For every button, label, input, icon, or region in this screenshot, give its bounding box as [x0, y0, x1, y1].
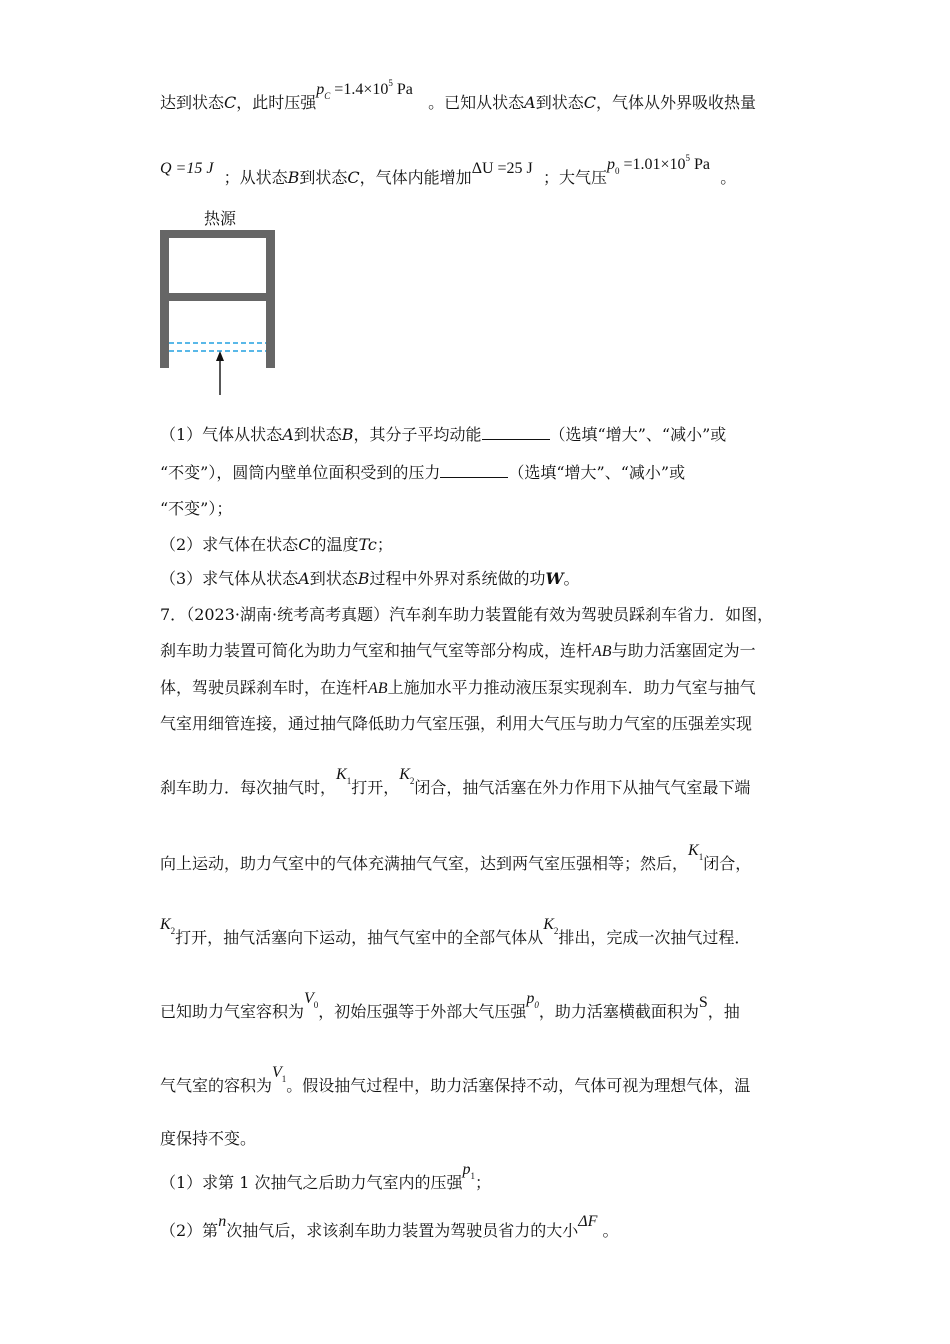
text: 1: [281, 1074, 287, 1084]
heat-arrow-head: [216, 351, 224, 361]
text: ，抽: [707, 1002, 740, 1021]
text: ；大气压: [542, 168, 607, 187]
text: B: [341, 425, 354, 444]
text: 到状态: [293, 425, 342, 444]
text: K: [399, 766, 410, 783]
text: 。: [720, 168, 737, 187]
formula-pc: [316, 78, 413, 101]
text: 到状态: [299, 168, 348, 187]
text: 排出，完成一次抽气过程．: [558, 928, 751, 947]
question-7-heading: [160, 602, 773, 625]
text: ；: [475, 1173, 492, 1192]
text-line: [160, 916, 751, 948]
text: AB: [368, 680, 388, 697]
formula-k2: [543, 916, 559, 936]
figure-label: 热源: [204, 209, 237, 228]
cylinder-left-wall: [160, 230, 169, 368]
formula-k1: [688, 842, 704, 862]
text-line: [160, 422, 726, 445]
formula-du: ΔU =25 J: [471, 160, 533, 177]
text: 闭合，: [703, 854, 752, 873]
text: 气室用细管连接，通过抽气降低助力气室压强，利用大气压与助力气室的压强差实现: [160, 714, 753, 733]
text-line: [160, 1161, 492, 1193]
text: ；: [376, 535, 393, 554]
text: ，此时压强: [236, 93, 317, 112]
text: 0: [534, 1000, 539, 1010]
text-line: [160, 532, 393, 555]
text: 0: [614, 166, 620, 176]
text: 刹车助力．每次抽气时，: [160, 778, 337, 797]
text: C: [324, 91, 331, 101]
text: “不变”），圆筒内壁单位面积受到的压力: [160, 463, 441, 482]
text: 打开，: [351, 778, 400, 797]
text: C: [583, 93, 596, 112]
text: K: [160, 916, 171, 933]
text: （1）求第 1 次抽气之后助力气室内的压强: [160, 1173, 463, 1192]
formula-k1: [336, 766, 352, 786]
text: 。假设抽气过程中，助力活塞保持不动，气体可视为理想气体，温: [286, 1076, 751, 1095]
text: 达到状态: [160, 93, 225, 112]
text: 次抽气后，求该刹车助力装置为驾驶员省力的大小: [226, 1221, 579, 1240]
text: p: [606, 156, 615, 173]
text: （2）第: [160, 1221, 219, 1240]
text: 到状态: [309, 569, 358, 588]
formula-p0: [526, 990, 539, 1010]
text: （选填“增大”、“减小”或: [549, 425, 727, 444]
text: 1: [470, 1171, 476, 1181]
text-line: [160, 766, 751, 798]
text: A: [298, 569, 310, 588]
text: V: [304, 990, 314, 1007]
text: p: [462, 1161, 471, 1178]
cylinder-right-wall: [266, 230, 275, 368]
text: 2: [553, 926, 559, 936]
text: ，助力活塞横截面积为: [538, 1002, 699, 1021]
formula-p0: [606, 153, 711, 176]
text: Pa: [392, 81, 413, 98]
text: A: [524, 93, 536, 112]
text: Tc: [358, 535, 377, 554]
text-line: [160, 990, 740, 1022]
text: 体，驾驶员踩刹车时，在连杆: [160, 678, 369, 697]
text: 1: [698, 852, 704, 862]
text: 向上运动，助力气室中的气体充满抽气气室，达到两气室压强相等；然后，: [160, 854, 689, 873]
text: =1.4×10: [334, 81, 389, 98]
text: （1）气体从状态: [160, 425, 283, 444]
formula-n: n: [218, 1213, 227, 1230]
text-line: [160, 1213, 619, 1241]
text: 闭合，抽气活塞在外力作用下从抽气气室最下端: [414, 778, 751, 797]
text: 5: [685, 153, 691, 163]
text: K: [336, 766, 347, 783]
formula-v1: [272, 1064, 287, 1084]
text: B: [287, 168, 300, 187]
text: ，初始压强等于外部大气压强: [318, 1002, 527, 1021]
text: 。: [597, 1221, 619, 1240]
text: 打开，抽气活塞向下运动，抽气气室中的全部气体从: [175, 928, 544, 947]
formula-v0: [304, 990, 319, 1010]
text: 的温度: [310, 535, 359, 554]
piston: [169, 293, 266, 301]
text-line: [160, 638, 756, 661]
cylinder-top: [160, 230, 275, 238]
text-line: [160, 842, 752, 874]
text: 上施加水平力推动液压泵实现刹车．助力气室与抽气: [387, 678, 756, 697]
text: 气气室的容积为: [160, 1076, 273, 1095]
text: V: [272, 1064, 282, 1081]
text: （3）求气体从状态: [160, 569, 299, 588]
text: 5: [388, 78, 393, 88]
text: “不变”）；: [160, 499, 233, 518]
formula-s: S: [698, 994, 708, 1011]
text-line: [160, 460, 685, 483]
text: AB: [592, 643, 612, 660]
text: ，气体从外界吸收热量: [595, 93, 756, 112]
text: 2: [409, 776, 415, 786]
formula-p1: [462, 1161, 476, 1181]
text: （选填“增大”、“减小”或: [508, 463, 686, 482]
text-line: [160, 1126, 256, 1149]
text: 2: [170, 926, 176, 936]
text: 。: [563, 569, 580, 588]
text: K: [543, 916, 554, 933]
text: C: [298, 535, 311, 554]
cylinder-figure: [160, 205, 290, 405]
text: ，其分子平均动能: [353, 425, 482, 444]
text: 。已知从状态: [428, 93, 525, 112]
text: 到状态: [535, 93, 584, 112]
text: 已知助力气室容积为: [160, 1002, 305, 1021]
question-number: 7．: [160, 605, 187, 624]
text-line: [160, 496, 232, 519]
text: 与助力活塞固定为一: [611, 641, 756, 660]
text: B: [357, 569, 370, 588]
text: p: [526, 990, 535, 1007]
formula-df: ΔF: [578, 1213, 598, 1230]
text-line: [160, 675, 756, 698]
text: （2023·湖南·统考高考真题）汽车刹车助力装置能有效为驾驶员踩刹车省力．如图，: [186, 605, 774, 624]
text: 过程中外界对系统做的功: [369, 569, 546, 588]
text-line: [160, 566, 580, 589]
text: （2）求气体在状态: [160, 535, 299, 554]
text: 0: [313, 1000, 319, 1010]
formula-k2: [399, 766, 415, 786]
text: C: [347, 168, 360, 187]
text: p: [316, 81, 325, 98]
text: W: [545, 569, 564, 588]
text: Pa: [690, 156, 711, 173]
formula-q: Q =15 J: [160, 160, 214, 177]
text: 刹车助力装置可简化为助力气室和抽气气室等部分构成，连杆: [160, 641, 593, 660]
text: K: [688, 842, 699, 859]
answer-blank: [482, 425, 550, 440]
text: 度保持不变。: [160, 1129, 257, 1148]
formula-k2: [160, 916, 176, 936]
text: ，气体内能增加: [359, 168, 472, 187]
answer-blank: [440, 463, 508, 478]
text: A: [282, 425, 294, 444]
text-line: [160, 1064, 751, 1096]
text: =1.01×10: [623, 156, 686, 173]
text: C: [224, 93, 237, 112]
text-line: [160, 711, 752, 734]
text: 1: [346, 776, 352, 786]
text: ；从状态: [223, 168, 288, 187]
